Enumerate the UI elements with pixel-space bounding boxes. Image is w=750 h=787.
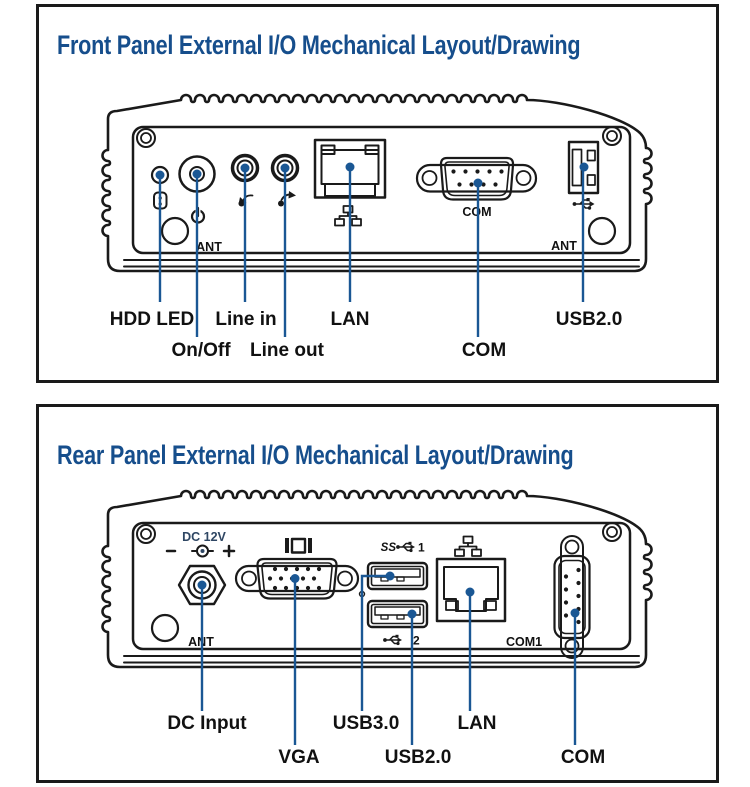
line-out-icon (278, 191, 296, 207)
usb20-port (368, 601, 427, 648)
rear-screw-right-icon (603, 523, 621, 541)
front-panel-drawing (103, 95, 652, 361)
com-screw-hole-right (517, 171, 531, 185)
vga-screw-hole-right (338, 572, 352, 586)
usb3-trident-icon (396, 542, 415, 552)
vga-port (236, 538, 358, 599)
callout-com-rear: COM (560, 747, 606, 768)
callout-line-in: Line in (215, 309, 277, 330)
callout-on-off: On/Off (171, 340, 231, 361)
front-antenna-hole-right (589, 218, 615, 244)
callout-hdd-led: HDD LED (109, 309, 195, 330)
com1-screw-hole-bottom (566, 640, 579, 653)
callout-line-out: Line out (250, 340, 324, 361)
front-com-port (417, 158, 536, 219)
rear-ant-label: ANT (188, 635, 214, 649)
rear-ethernet-icon (455, 537, 481, 557)
rear-screw-left-icon (137, 525, 155, 543)
vga-screw-hole-left (242, 572, 256, 586)
com1-port (506, 536, 590, 658)
callout-com-front: COM (461, 340, 507, 361)
front-antenna-hole-left (162, 218, 188, 244)
callout-lan-rear: LAN (457, 713, 497, 734)
callout-lan-front: LAN (330, 309, 370, 330)
rear-panel-drawing (103, 491, 652, 768)
com1-silk-label: COM1 (505, 635, 543, 649)
callout-vga: VGA (278, 747, 320, 768)
front-screw-right-icon (603, 127, 621, 145)
rear-antenna-hole (152, 615, 178, 641)
display-icon (285, 538, 312, 553)
front-ant-right-label: ANT (551, 239, 577, 253)
front-panel-title: Front Panel External I/O Mechanical Layout/Drawing (57, 30, 581, 60)
callout-usb20-rear: USB2.0 (384, 747, 452, 768)
front-ant-left-label: ANT (196, 240, 222, 254)
front-com-silk-label: COM (462, 205, 492, 219)
com1-screw-hole-top (566, 541, 579, 554)
com-screw-hole-left (423, 171, 437, 185)
front-screw-left-icon (137, 129, 155, 147)
callout-dc-input: DC Input (167, 713, 247, 734)
rear-panel-title: Rear Panel External I/O Mechanical Layout/Drawing (57, 440, 574, 470)
usb3-ss-silk-label: SS (380, 542, 396, 554)
ethernet-icon (335, 206, 361, 226)
dc-polarity-icon (167, 546, 234, 557)
usb2-port-number: 2 (413, 633, 420, 648)
front-faceplate (133, 127, 630, 253)
callout-usb20-front: USB2.0 (555, 309, 623, 330)
dc-input-jack (167, 530, 234, 604)
usb30-port (368, 541, 427, 590)
usb3-port-number: 1 (418, 540, 425, 555)
usb2-trident-icon (383, 635, 402, 645)
callout-usb30: USB3.0 (332, 713, 400, 734)
dc-12v-silk-label: DC 12V (182, 530, 226, 544)
